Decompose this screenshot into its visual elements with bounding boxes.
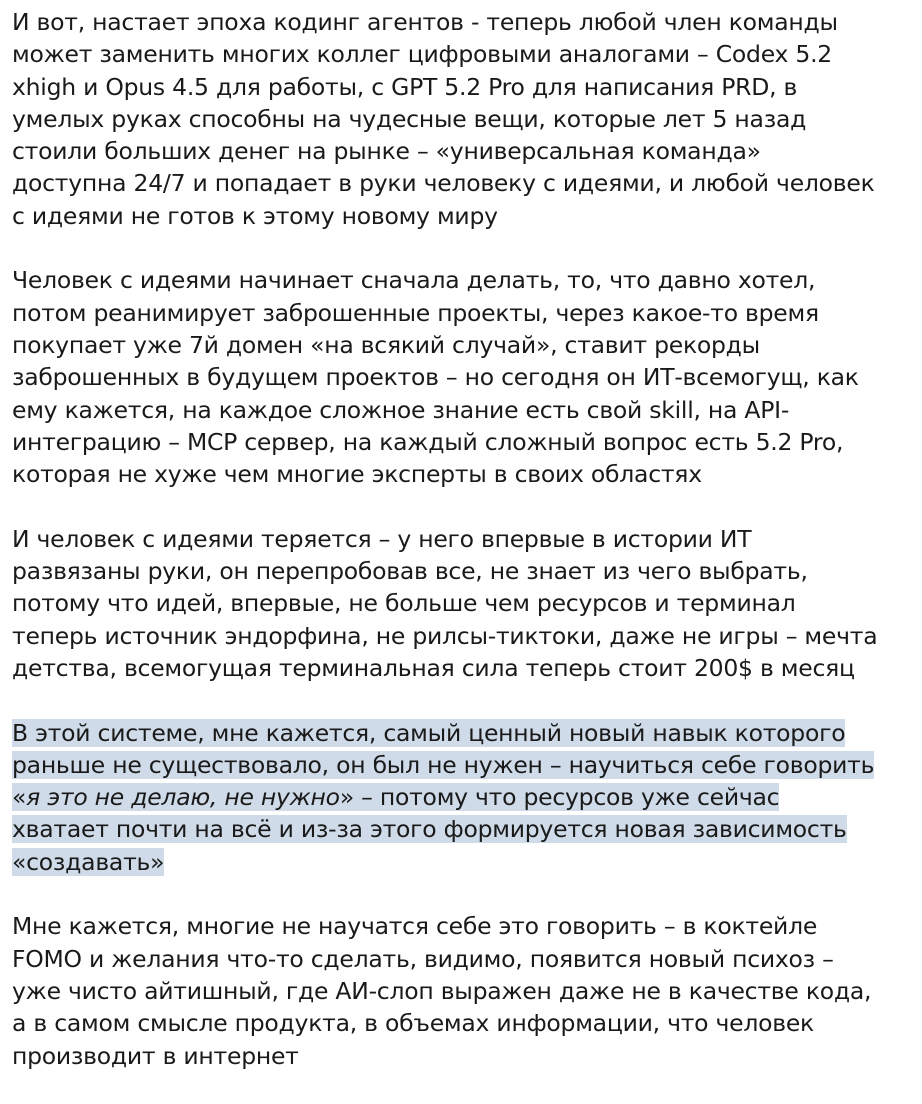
article-text (12, 6, 922, 1104)
text-line: потом реанимирует заброшенные проекты, через какое-то время (12, 298, 819, 327)
text-line: детства, всемогущая терминальная сила теперь стоит 200$ в месяц (12, 653, 855, 682)
paragraph-3 (12, 523, 922, 684)
text-line: которая не хуже чем многие эксперты в своих областях (12, 460, 702, 489)
paragraph-4-highlighted[interactable] (12, 717, 922, 878)
text-line: уже чисто айтишный, где АИ-слоп выражен даже не в качестве кода, (12, 976, 872, 1005)
paragraph-5 (12, 910, 922, 1071)
quote-rest: » – потому что ресурсов уже сейчас (339, 783, 780, 812)
text-line: Человек с идеями начинает сначала делать, то, что давно хотел, (12, 266, 816, 295)
text-line: FOMO и желания что-то сделать, видимо, появится новый психоз – (12, 944, 834, 973)
text-line: стоили больших денег на рынке – «универсальная команда» (12, 137, 761, 166)
text-line: а в самом смысле продукта, в объемах информации, что человек (12, 1009, 814, 1038)
italic-phrase: я это не делаю, не нужно (26, 783, 340, 812)
text-line: ему кажется, на каждое сложное знание есть свой skill, на API- (12, 395, 790, 424)
text-line: xhigh и Opus 4.5 для работы, с GPT 5.2 Pro для написания PRD, в (12, 72, 798, 101)
text-line: И человек с идеями теряется – у него впервые в истории ИТ (12, 524, 752, 553)
text-line: доступна 24/7 и попадает в руки человеку с идеями, и любой человек (12, 169, 875, 198)
text-line: потому что идей, впервые, не больше чем ресурсов и терминал (12, 589, 796, 618)
text-line: может заменить многих коллег цифровыми аналогами – Codex 5.2 (12, 40, 833, 69)
paragraph-2 (12, 264, 922, 490)
text-line: производит в интернет (12, 1041, 299, 1070)
highlighted-text-line[interactable]: хватает почти на всё и из-за этого формируется новая зависимость (12, 815, 847, 844)
text-line: умелых руках способны на чудесные вещи, которые лет 5 назад (12, 104, 807, 133)
text-line: покупает уже 7й домен «на всякий случай», ставит рекорды (12, 330, 760, 359)
highlighted-text-line[interactable]: «создавать» (12, 847, 165, 876)
highlighted-text-line[interactable]: В этой системе, мне кажется, самый ценный новый навык которого (12, 718, 846, 747)
highlighted-text-line[interactable] (12, 781, 922, 813)
text-line: с идеями не готов к этому новому миру (12, 201, 498, 230)
text-line: теперь источник эндорфина, не рилсы-тиктоки, даже не игры – мечта (12, 621, 878, 650)
paragraph-1 (12, 6, 922, 232)
text-line: И вот, настает эпоха кодинг агентов - теперь любой член команды (12, 8, 838, 36)
text-line: Мне кажется, многие не научатся себе это говорить – в коктейле (12, 912, 818, 941)
open-quote: « (12, 783, 27, 812)
text-line: развязаны руки, он перепробовав все, не знает из чего выбрать, (12, 557, 808, 586)
highlighted-text-line[interactable]: раньше не существовало, он был не нужен – научиться себе говорить (12, 750, 875, 779)
text-line: заброшенных в будущем проектов – но сегодня он ИТ-всемогущ, как (12, 363, 859, 392)
text-line: интеграцию – MCP сервер, на каждый сложный вопрос есть 5.2 Pro, (12, 427, 844, 456)
